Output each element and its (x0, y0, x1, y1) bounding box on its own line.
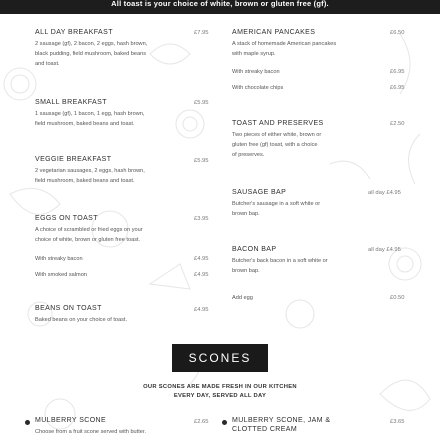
item-description: Two pieces of either white, brown or gluten free (gf) toast, with a choice of preserves. (232, 132, 322, 158)
item-price: all day £4.95 (368, 247, 401, 253)
option-label: With streaky bacon (35, 256, 83, 262)
item-name-line2: CLOTTED CREAM (232, 426, 298, 433)
item-name: TOAST AND PRESERVES (232, 120, 324, 127)
option-label: With chocolate chips (232, 85, 284, 91)
header-band (0, 0, 440, 14)
item-description: Butcher's sausage in a soft white or brown bap. (232, 201, 321, 217)
menu-item-sausage-bap (232, 189, 372, 219)
scones-note-line1: OUR SCONES ARE MADE FRESH IN OUR KITCHEN (143, 384, 297, 390)
menu-item-small-breakfast (35, 99, 215, 129)
item-description: 1 sausage (gf), 1 bacon, 1 egg, hash brown, field mushroom, baked beans and toast. (35, 111, 145, 127)
menu-item-veggie-breakfast (35, 156, 215, 186)
item-name: MULBERRY SCONE, JAM & (232, 417, 331, 424)
item-price: £2.65 (194, 419, 209, 425)
menu-item-american-pancakes (232, 29, 382, 59)
item-name: VEGGIE BREAKFAST (35, 156, 112, 163)
menu-item-eggs-on-toast (35, 215, 215, 245)
option-price: £6.95 (390, 69, 405, 75)
menu-item-toast-and-preserves (232, 120, 382, 160)
item-description: A stack of homemade American pancakes with maple syrup. (232, 41, 337, 57)
option-price: £4.95 (194, 256, 209, 262)
item-name: BEANS ON TOAST (35, 305, 102, 312)
item-description: 2 vegetarian sausages, 2 eggs, hash brown, field mushroom, baked beans and toast. (35, 168, 145, 184)
option-price: £6.95 (390, 85, 405, 91)
menu-item-all-day-breakfast (35, 29, 215, 69)
item-name: EGGS ON TOAST (35, 215, 98, 222)
option-price: £4.95 (194, 272, 209, 278)
item-name: SAUSAGE BAP (232, 189, 287, 196)
item-price: £5.95 (194, 158, 209, 164)
bullet-icon (25, 420, 30, 425)
item-price: £6.50 (390, 30, 405, 36)
item-price: £5.95 (194, 100, 209, 106)
add-egg-price: £0.50 (390, 295, 405, 301)
item-price: £3.65 (390, 419, 405, 425)
menu-item-mulberry-scone-jam-cream (232, 417, 382, 433)
item-name: ALL DAY BREAKFAST (35, 29, 113, 36)
scones-heading: SCONES (172, 344, 268, 372)
option-label: With smoked salmon (35, 272, 87, 278)
item-name: AMERICAN PANCAKES (232, 29, 316, 36)
item-price: £7.95 (194, 30, 209, 36)
menu-item-bacon-bap (232, 246, 372, 276)
toast-note: All toast is your choice of white, brown or gluten free (gf). (111, 0, 329, 8)
option-label: With streaky bacon (232, 69, 280, 75)
item-description: Butcher's back bacon in a soft white or brown bap. (232, 258, 328, 274)
item-name: BACON BAP (232, 246, 277, 253)
item-price: £2.50 (390, 121, 405, 127)
item-name: SMALL BREAKFAST (35, 99, 107, 106)
item-description: 2 sausage (gf), 2 bacon, 2 eggs, hash brown, black pudding, field mushroom, baked beans and toast. (35, 41, 148, 67)
item-description: Choose from a fruit scone served with butter. (35, 429, 146, 435)
item-price: all day £4.95 (368, 190, 401, 196)
item-price: £4.95 (194, 307, 209, 313)
scones-note-line2: EVERY DAY, SERVED ALL DAY (173, 393, 267, 399)
item-description: Baked beans on your choice of toast. (35, 317, 128, 323)
menu-item-beans-on-toast (35, 305, 215, 325)
item-price: £3.95 (194, 216, 209, 222)
bullet-icon (222, 420, 227, 425)
item-name: MULBERRY SCONE (35, 417, 107, 424)
item-description: A choice of scrambled or fried eggs on your choice of white, brown or gluten free toast. (35, 227, 143, 243)
add-egg-label: Add egg (232, 295, 253, 301)
menu-item-mulberry-scone (35, 417, 205, 437)
